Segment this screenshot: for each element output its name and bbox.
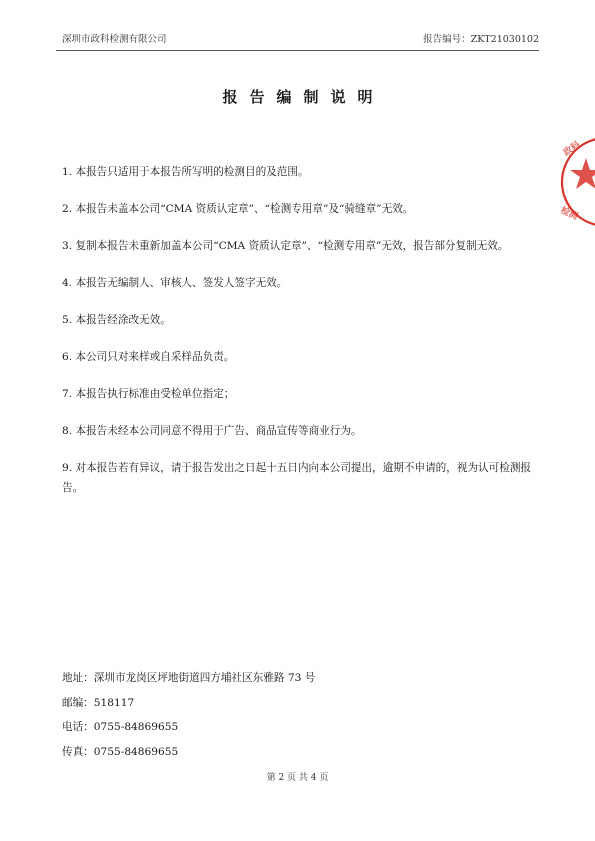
clause-list <box>62 162 535 515</box>
clause-9: 9. 对本报告若有异议，请于报告发出之日起十五日内向本公司提出，逾期不申请的，视为认可检测报告。 <box>62 462 532 494</box>
clause-4: 4. 本报告无编制人、审核人、签发人签字无效。 <box>62 277 288 289</box>
report-number: 报告编号：ZKT21030102 <box>423 34 539 45</box>
company-name: 深圳市政科检测有限公司 <box>62 34 167 45</box>
phone-line: 电话：0755-84869655 <box>62 721 179 733</box>
company-seal <box>548 126 595 236</box>
clause-1: 1. 本报告只适用于本报告所写明的检测目的及范围。 <box>62 166 309 178</box>
clause-7: 7. 本报告执行标准由受检单位指定； <box>62 388 235 400</box>
clause-8: 8. 本报告未经本公司同意不得用于广告、商品宣传等商业行为。 <box>62 425 362 437</box>
fax-line: 传真：0755-84869655 <box>62 745 179 758</box>
postcode-line: 邮编：518117 <box>62 696 135 709</box>
clause-5: 5. 本报告经涂改无效。 <box>62 314 171 326</box>
svg-text:检测: 检测 <box>558 205 580 223</box>
clause-3: 3. 复制本报告未重新加盖本公司“CMA 资质认定章”、“检测专用章”无效，报告部分复制无效。 <box>62 240 509 252</box>
clause-6: 6. 本公司只对来样或自采样品负责。 <box>62 351 235 363</box>
header-divider <box>56 50 539 51</box>
page-title: 报告编制说明 <box>222 88 385 106</box>
svg-text:政科: 政科 <box>561 139 583 159</box>
page-header <box>62 31 539 45</box>
contact-block <box>62 666 315 764</box>
page-number: 第 2 页 共 4 页 <box>266 773 329 783</box>
address-line: 地址：深圳市龙岗区坪地街道四方埔社区东雅路 73 号 <box>62 672 316 684</box>
clause-2: 2. 本报告未盖本公司“CMA 资质认定章”、“检测专用章”及“骑缝章”无效。 <box>62 203 414 215</box>
